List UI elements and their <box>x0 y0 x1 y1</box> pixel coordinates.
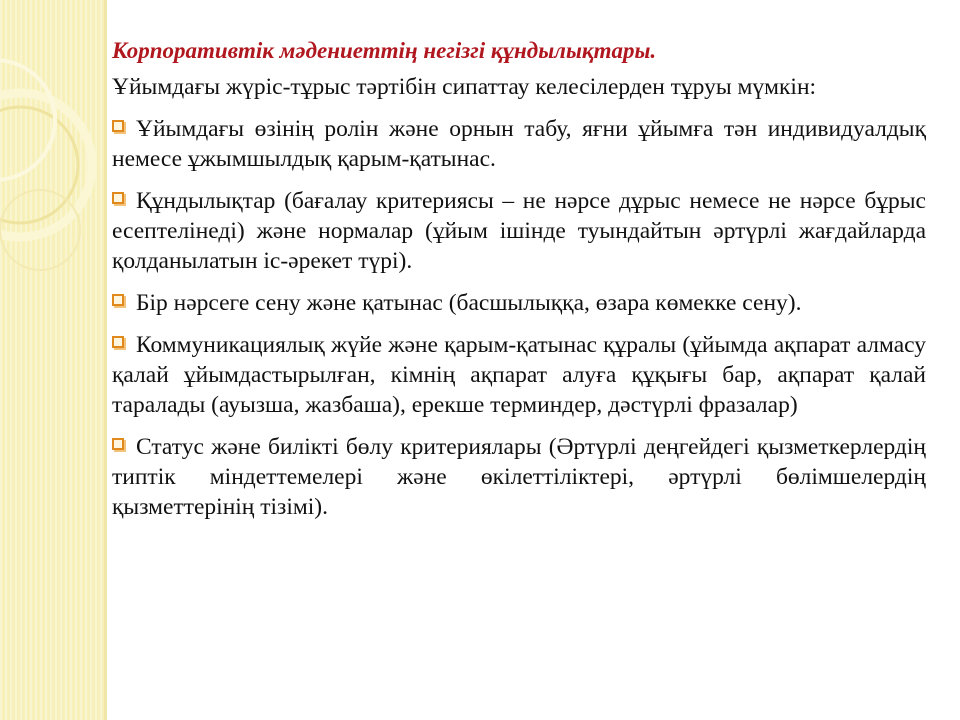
list-item-text: Коммуникациялық жүйе және қарым-қатынас құралы (ұйымда ақпарат алмасу қалай ұйымдастырылған, кімнің ақпарат алуға құқығы бар, ақпарат қалай таралады (ауызша, жазбаша), ерекше терминдер, дәстүрлі фразалар) <box>112 332 926 418</box>
list-item <box>112 288 926 318</box>
ring-decoration-icon <box>0 0 104 720</box>
list-item <box>112 330 926 420</box>
square-bullet-icon <box>112 336 124 348</box>
slide-content <box>112 30 926 534</box>
list-item-text: Ұйымдағы өзінің ролін және орнын табу, яғни ұйымға тән индивидуалдық немесе ұжымшылдық қарым-қатынас. <box>112 116 926 172</box>
intro-paragraph: Ұйымдағы жүріс-тұрыс тәртібін сипаттау келесілерден тұруы мүмкін: <box>112 74 817 100</box>
decorative-sidebar <box>0 0 104 720</box>
list-item <box>112 432 926 522</box>
square-bullet-icon <box>112 120 124 132</box>
slide-title: Корпоративтік мәдениеттің негізгі құндылықтары. <box>112 38 657 63</box>
square-bullet-icon <box>112 294 124 306</box>
sidebar-edge <box>104 0 107 720</box>
list-item-text: Статус және билікті бөлу критериялары (Әртүрлі деңгейдегі қызметкерлердің типтік міндеттемелері және өкілеттіліктері, әртүрлі бөлімшелердің қызметтерінің тізімі). <box>112 434 926 520</box>
square-bullet-icon <box>112 438 124 450</box>
square-bullet-icon <box>112 192 124 204</box>
list-item-text: Бір нәрсеге сену және қатынас (басшылыққа, өзара көмекке сену). <box>136 290 802 316</box>
list-item <box>112 114 926 174</box>
list-item-text: Құндылықтар (бағалау критериясы – не нәрсе дұрыс немесе не нәрсе бұрыс есептелінеді) және нормалар (ұйым ішінде туындайтын әртүрлі жағдайларда қолданылатын іс-әрекет түрі). <box>112 188 926 274</box>
list-item <box>112 186 926 276</box>
